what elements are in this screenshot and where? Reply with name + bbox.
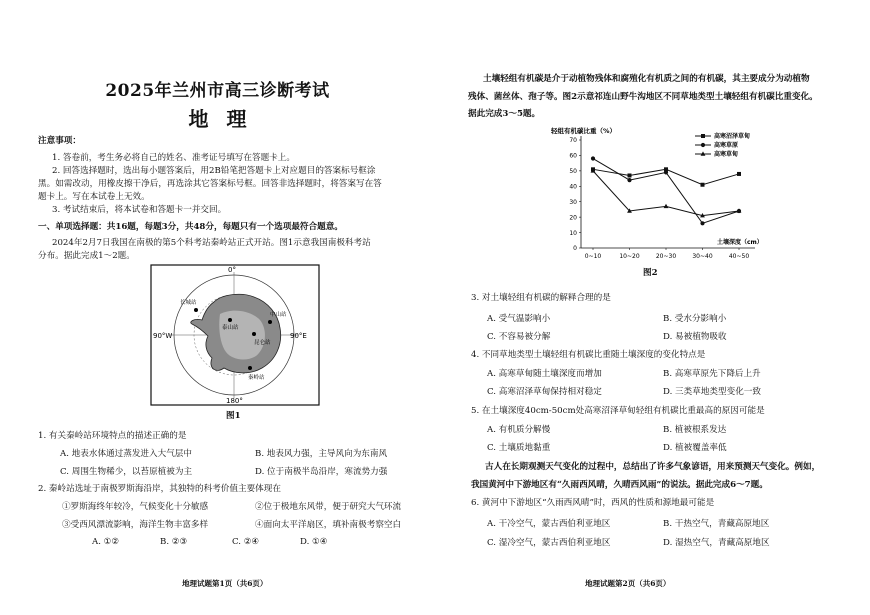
q2-statement-4: ④面向太平洋扇区，填补南极考察空白 bbox=[255, 520, 402, 530]
q5-option-d: D. 植被覆盖率低 bbox=[663, 443, 727, 453]
chart-y-tick-label: 60 bbox=[569, 152, 577, 160]
q6-option-d: D. 湿热空气，青藏高原地区 bbox=[663, 538, 770, 548]
chart-y-tick-label: 70 bbox=[569, 137, 577, 145]
map-label-0: 0° bbox=[228, 266, 236, 274]
antarctica-map bbox=[150, 264, 320, 406]
intro2-line: 古人在长期观测天气变化的过程中，总结出了许多气象谚语，用来预测天气变化。例如， bbox=[485, 462, 821, 472]
subject-title: 地理 bbox=[188, 107, 265, 131]
chart-y-tick-label: 0 bbox=[573, 245, 577, 253]
q2-stem: 2. 秦岭站选址于南极罗斯海沿岸，其独特的科考价值主要体现在 bbox=[38, 484, 281, 494]
q5-option-c: C. 土壤质地黏重 bbox=[487, 443, 551, 453]
section-heading: 一、单项选择题：共16题，每题3分，共48分，每题只有一个选项最符合题意。 bbox=[38, 222, 343, 232]
q3-option-c: C. 不容易被分解 bbox=[487, 332, 551, 342]
figure2-caption: 图2 bbox=[643, 268, 658, 278]
chart-series-line bbox=[593, 171, 739, 216]
chart-point bbox=[737, 172, 741, 176]
notice-line: 1. 答卷前，考生务必将自己的姓名、准考证号填写在答题卡上。 bbox=[52, 153, 295, 163]
chart-x-tick-label: 10~20 bbox=[619, 253, 640, 260]
chart-point bbox=[627, 178, 631, 182]
q6-option-b: B. 干热空气，青藏高原地区 bbox=[663, 519, 770, 529]
soil-carbon-chart bbox=[545, 124, 795, 274]
chart-y-tick-label: 10 bbox=[569, 229, 577, 237]
right-page bbox=[435, 0, 870, 615]
notice-line: 题卡上。写在本试卷上无效。 bbox=[38, 192, 150, 202]
q4-option-d: D. 三类草地类型变化一致 bbox=[663, 387, 761, 397]
exam-title: 2025年兰州市高三诊断考试 bbox=[105, 81, 330, 101]
q2-option-c: C. ②④ bbox=[232, 537, 260, 547]
q4-stem: 4. 不同草地类型土壤轻组有机碳比重随土壤深度的变化特点是 bbox=[471, 350, 706, 360]
chart-xlabel: 土壤深度（cm） bbox=[717, 239, 763, 246]
chart-legend-label: 高寒草原 bbox=[714, 142, 739, 150]
q5-stem: 5. 在土壤深度40cm-50cm处高寒沼泽草甸轻组有机碳比重最高的原因可能是 bbox=[471, 406, 765, 416]
intro-line: 据此完成3～5题。 bbox=[468, 109, 541, 119]
chart-ylabel: 轻组有机碳比重（%） bbox=[551, 127, 617, 135]
station-marker bbox=[228, 318, 232, 322]
chart-point bbox=[700, 221, 704, 225]
station-marker bbox=[194, 308, 198, 312]
q5-option-b: B. 植被根系发达 bbox=[663, 425, 727, 435]
intro-line: 2024年2月7日我国在南极的第5个科考站秦岭站正式开站。图1示意我国南极科考站 bbox=[52, 238, 371, 248]
chart-y-tick-label: 50 bbox=[569, 168, 577, 176]
station-label-kunlun: 昆仑站 bbox=[254, 340, 271, 346]
q3-stem: 3. 对土壤轻组有机碳的解释合理的是 bbox=[471, 293, 611, 303]
chart-point bbox=[591, 156, 595, 160]
chart-x-tick-label: 20~30 bbox=[655, 253, 677, 260]
q2-option-b: B. ②③ bbox=[160, 537, 188, 547]
map-label-180: 180° bbox=[226, 397, 243, 405]
station-label-changcheng: 长城站 bbox=[180, 300, 197, 306]
q1-option-b: B. 地表风力强，主导风向为东南风 bbox=[255, 449, 388, 459]
q1-option-a: A. 地表水体通过蒸发进入大气层中 bbox=[60, 449, 192, 459]
notice-line: 黑。如需改动，用橡皮擦干净后，再选涂其它答案标号框。回答非选择题时，将答案写在答 bbox=[38, 179, 382, 189]
chart-x-tick-label: 30~40 bbox=[692, 253, 713, 260]
chart-point bbox=[701, 143, 705, 147]
chart-point bbox=[701, 134, 705, 138]
chart-legend-label: 高寒草甸 bbox=[714, 151, 739, 159]
notice-heading: 注意事项： bbox=[38, 136, 81, 146]
intro-line: 土壤轻组有机碳是介于动植物残体和腐殖化有机质之间的有机碳，其主要成分为动植物 bbox=[483, 74, 810, 84]
q3-option-d: D. 易被植物吸收 bbox=[663, 332, 727, 342]
intro2-line: 我国黄河中下游地区有“久雨西风晴，久晴西风雨”的说法。据此完成6～7题。 bbox=[471, 480, 768, 490]
chart-point bbox=[664, 204, 669, 208]
q2-option-a: A. ①② bbox=[92, 537, 120, 547]
chart-point bbox=[701, 183, 705, 187]
q4-option-b: B. 高寒草原先下降后上升 bbox=[663, 369, 761, 379]
chart-y-tick-label: 40 bbox=[569, 183, 577, 191]
q5-option-a: A. 有机质分解慢 bbox=[487, 425, 551, 435]
q4-option-a: A. 高寒草甸随土壤深度而增加 bbox=[487, 369, 602, 379]
q4-option-c: C. 高寒沼泽草甸保持相对稳定 bbox=[487, 387, 602, 397]
q6-option-a: A. 干冷空气，蒙古西伯利亚地区 bbox=[487, 519, 611, 529]
chart-y-tick-label: 30 bbox=[569, 198, 577, 206]
intro-line: 残体、菌丝体、孢子等。图2示意祁连山野牛沟地区不同草地类型土壤轻组有机碳比重变化。 bbox=[468, 92, 818, 102]
station-label-zhongshan: 中山站 bbox=[270, 312, 287, 318]
page1-footer: 地理试题第1页（共6页） bbox=[182, 579, 268, 588]
notice-line: 2. 回答选择题时，选出每小题答案后，用2B铅笔把答题卡上对应题目的答案标号框涂 bbox=[52, 166, 376, 176]
intro-line: 分布。据此完成1～2题。 bbox=[38, 251, 135, 261]
chart-y-tick-label: 20 bbox=[569, 214, 577, 222]
station-marker bbox=[252, 332, 256, 336]
chart-x-tick-label: 40~50 bbox=[728, 253, 750, 260]
q6-option-c: C. 湿冷空气，蒙古西伯利亚地区 bbox=[487, 538, 611, 548]
page2-footer: 地理试题第2页（共6页） bbox=[585, 579, 671, 588]
q2-statement-2: ②位于极地东风带，便于研究大气环流 bbox=[255, 502, 402, 512]
q1-option-d: D. 位于南极半岛沿岸，寒流势力强 bbox=[255, 467, 388, 477]
q6-stem: 6. 黄河中下游地区“久雨西风晴”时，西风的性质和源地最可能是 bbox=[471, 498, 715, 508]
map-label-90w: 90°W bbox=[153, 332, 173, 340]
q1-option-c: C. 周围生物稀少，以苔原植被为主 bbox=[60, 467, 193, 477]
chart-point bbox=[664, 170, 668, 174]
q2-option-d: D. ①④ bbox=[300, 537, 328, 547]
q2-statement-3: ③受西风漂流影响，海洋生物丰富多样 bbox=[62, 520, 209, 530]
chart-legend-label: 高寒沼泽草甸 bbox=[714, 133, 751, 141]
chart-point bbox=[628, 173, 632, 177]
chart-x-tick-label: 0~10 bbox=[584, 253, 602, 260]
station-marker bbox=[248, 366, 252, 370]
station-label-taishan: 泰山站 bbox=[222, 325, 239, 331]
figure1-caption: 图1 bbox=[226, 411, 241, 421]
notice-line: 3. 考试结束后，将本试卷和答题卡一并交回。 bbox=[52, 205, 227, 215]
q3-option-b: B. 受水分影响小 bbox=[663, 314, 727, 324]
station-marker bbox=[268, 320, 272, 324]
q1-stem: 1. 有关秦岭站环境特点的描述正确的是 bbox=[38, 431, 187, 441]
q2-statement-1: ①罗斯海终年较冷，气候变化十分敏感 bbox=[62, 502, 209, 512]
station-label-qinling: 秦岭站 bbox=[248, 375, 265, 381]
q3-option-a: A. 受气温影响小 bbox=[487, 314, 551, 324]
map-label-90e: 90°E bbox=[290, 332, 307, 340]
